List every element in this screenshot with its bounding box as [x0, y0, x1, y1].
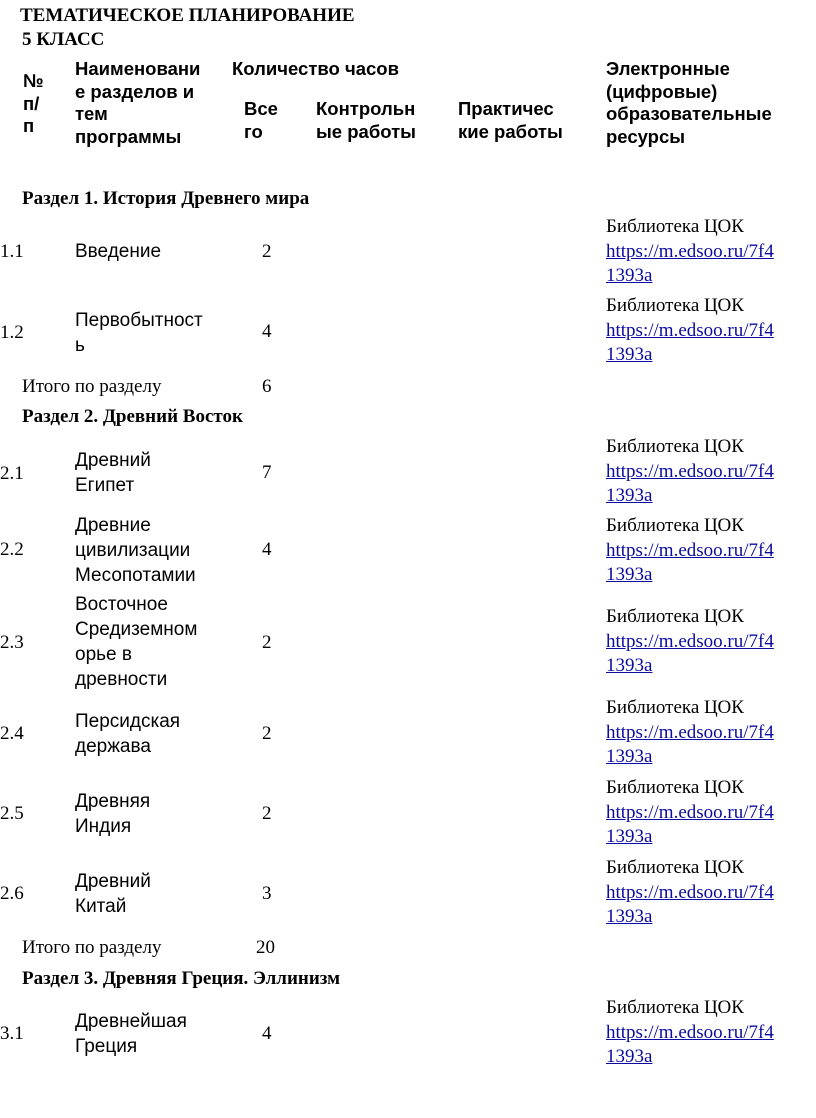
resource-label: Библиотека ЦОК: [606, 515, 744, 536]
row-resource: [606, 605, 774, 679]
resource-link[interactable]: https://m.edsoo.ru/7f4 1393a: [606, 881, 774, 927]
row-number: 2.3: [0, 632, 24, 653]
row-name-line: Древняя: [75, 791, 151, 812]
resource-label: Библиотека ЦОК: [606, 997, 744, 1018]
row-hours: 7: [262, 462, 272, 483]
row-number: 3.1: [0, 1023, 24, 1044]
header-resources-line: (цифровые): [606, 80, 718, 102]
row-resource: [606, 215, 774, 289]
section-total-label: Итого по разделу: [22, 376, 162, 397]
section-title: Раздел 3. Древняя Греция. Эллинизм: [22, 968, 341, 989]
section-total-value: 20: [256, 937, 275, 958]
header-resources: [606, 58, 772, 148]
section-total-label: Итого по разделу: [22, 937, 162, 958]
section-total-value: 6: [262, 376, 272, 397]
header-control-line: ые работы: [316, 120, 416, 142]
row-name-line: орье в: [75, 644, 132, 665]
row-number: 2.1: [0, 463, 24, 484]
row-number: 2.5: [0, 803, 24, 824]
row-name-line: Месопотамии: [75, 565, 196, 586]
row-name-line: Персидская: [75, 711, 181, 732]
header-number-line: п: [23, 115, 35, 136]
row-name-line: Древний: [75, 450, 151, 471]
header-resources-line: образовательные: [606, 103, 772, 124]
row-name: [75, 513, 215, 588]
row-number: 2.6: [0, 883, 24, 904]
resource-label: Библиотека ЦОК: [606, 606, 744, 627]
resource-link[interactable]: https://m.edsoo.ru/7f4 1393a: [606, 801, 774, 847]
row-hours: 2: [262, 632, 272, 653]
header-practical-line: Практичес: [458, 98, 554, 119]
row-number: 1.1: [0, 241, 24, 262]
resource-link[interactable]: https://m.edsoo.ru/7f4 1393a: [606, 539, 774, 585]
header-total-line: Все: [244, 98, 278, 119]
row-hours: 4: [262, 539, 272, 560]
resource-label: Библиотека ЦОК: [606, 295, 744, 316]
row-number: 2.4: [0, 723, 24, 744]
row-name: [75, 1009, 215, 1059]
resource-label: Библиотека ЦОК: [606, 777, 744, 798]
row-name: [75, 709, 215, 759]
row-resource: [606, 294, 774, 368]
row-name-line: Древний: [75, 871, 151, 892]
header-total: [244, 98, 278, 143]
row-hours: 2: [262, 803, 272, 824]
row-resource: [606, 435, 774, 509]
section-title: Раздел 1. История Древнего мира: [22, 188, 310, 209]
row-name-line: цивилизации: [75, 540, 191, 561]
header-name-line: Наименовани: [75, 58, 201, 79]
row-number: 1.2: [0, 322, 24, 343]
header-name-line: программы: [75, 125, 182, 147]
row-name: [75, 869, 215, 919]
resource-label: Библиотека ЦОК: [606, 857, 744, 878]
section-title: Раздел 2. Древний Восток: [22, 406, 243, 427]
resource-link[interactable]: https://m.edsoo.ru/7f4 1393a: [606, 721, 774, 767]
title-line-1: ТЕМАТИЧЕСКОЕ ПЛАНИРОВАНИЕ: [20, 5, 355, 26]
header-practical: [458, 98, 563, 143]
row-resource: [606, 696, 774, 770]
header-resources-line: ресурсы: [606, 125, 686, 147]
resource-label: Библиотека ЦОК: [606, 216, 744, 237]
row-name-line: Введение: [75, 241, 162, 262]
row-number: 2.2: [0, 539, 24, 560]
row-name-line: Восточное: [75, 594, 168, 615]
row-name-line: Древнейшая: [75, 1011, 187, 1032]
title-line-2: 5 КЛАСС: [22, 29, 105, 50]
row-name-line: держава: [75, 736, 151, 757]
resource-link[interactable]: https://m.edsoo.ru/7f4 1393a: [606, 1021, 774, 1067]
resource-link[interactable]: https://m.edsoo.ru/7f4 1393a: [606, 630, 774, 676]
resource-label: Библиотека ЦОК: [606, 697, 744, 718]
row-resource: [606, 856, 774, 930]
row-name-line: Египет: [75, 475, 135, 496]
row-name: [75, 448, 215, 498]
resource-link[interactable]: https://m.edsoo.ru/7f4 1393a: [606, 319, 774, 365]
header-practical-line: кие работы: [458, 120, 563, 142]
header-total-line: го: [244, 120, 263, 142]
row-name-line: Греция: [75, 1036, 138, 1057]
row-resource: [606, 776, 774, 850]
row-name: [75, 239, 215, 264]
resource-label: Библиотека ЦОК: [606, 436, 744, 457]
row-name-line: Китай: [75, 896, 127, 917]
header-name-line: тем: [75, 103, 108, 124]
row-name-line: Индия: [75, 816, 132, 837]
row-hours: 2: [262, 241, 272, 262]
row-hours: 4: [262, 321, 272, 342]
header-hours: Количество часов: [232, 58, 399, 79]
row-name: [75, 308, 215, 358]
row-name-line: ь: [75, 335, 85, 356]
header-control: [316, 98, 416, 143]
row-name: [75, 592, 215, 692]
header-name: [75, 58, 200, 148]
row-name-line: древности: [75, 669, 168, 690]
row-name-line: Средиземном: [75, 619, 198, 640]
header-resources-line: Электронные: [606, 58, 730, 79]
row-name: [75, 789, 215, 839]
row-name-line: Древние: [75, 515, 151, 536]
header-control-line: Контрольн: [316, 98, 416, 119]
row-name-line: Первобытност: [75, 310, 203, 331]
row-resource: [606, 996, 774, 1070]
page-title: [20, 4, 355, 52]
row-hours: 3: [262, 883, 272, 904]
row-resource: [606, 514, 774, 588]
header-name-line: е разделов и: [75, 80, 195, 102]
row-hours: 4: [262, 1023, 272, 1044]
header-number-line: п/: [23, 92, 40, 114]
header-number-line: №: [23, 70, 44, 91]
resource-link[interactable]: https://m.edsoo.ru/7f4 1393a: [606, 460, 774, 506]
header-number: [23, 70, 44, 138]
resource-link[interactable]: https://m.edsoo.ru/7f4 1393a: [606, 240, 774, 286]
row-hours: 2: [262, 723, 272, 744]
